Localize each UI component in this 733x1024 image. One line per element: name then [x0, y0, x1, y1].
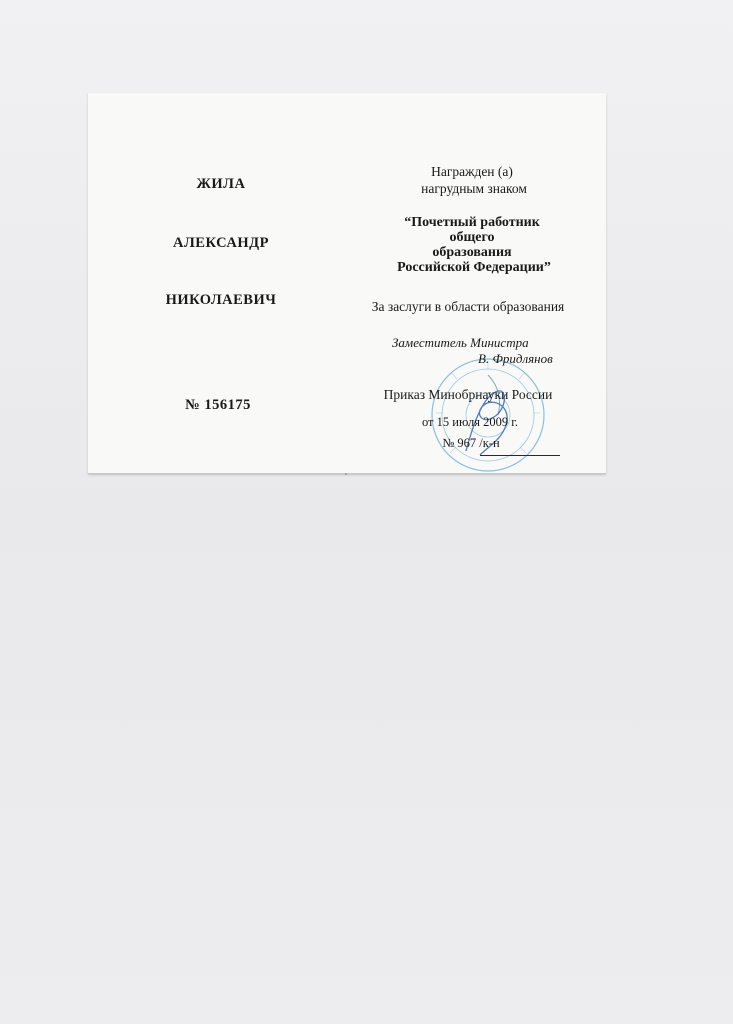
patronymic: НИКОЛАЕВИЧ [165, 292, 277, 308]
surname: ЖИЛА [196, 176, 246, 192]
scan-speck [345, 473, 347, 475]
first-name: АЛЕКСАНДР [173, 235, 269, 251]
badge-title-line-4: Российской Федерации” [397, 260, 551, 275]
awarded-line-1: Награжден (а) [431, 164, 513, 179]
badge-title-line-1: “Почетный работник [404, 215, 540, 230]
order-title: Приказ Минобрнауки России [383, 387, 553, 402]
badge-title-line-3: образования [432, 245, 512, 260]
merit-text: За заслуги в области образования [371, 299, 565, 314]
award-certificate-card [88, 93, 606, 474]
signatory-name: В. Фридлянов [478, 351, 553, 366]
badge-title-line-2: общего [449, 230, 495, 245]
order-date: от 15 июля 2009 г. [421, 415, 519, 429]
signature-line [480, 455, 560, 456]
awarded-line-2: нагрудным знаком [421, 181, 527, 196]
order-number: № 967 /к-н [442, 436, 500, 450]
signatory-position: Заместитель Министра [392, 335, 529, 350]
badge-number: № 156175 [185, 397, 251, 413]
